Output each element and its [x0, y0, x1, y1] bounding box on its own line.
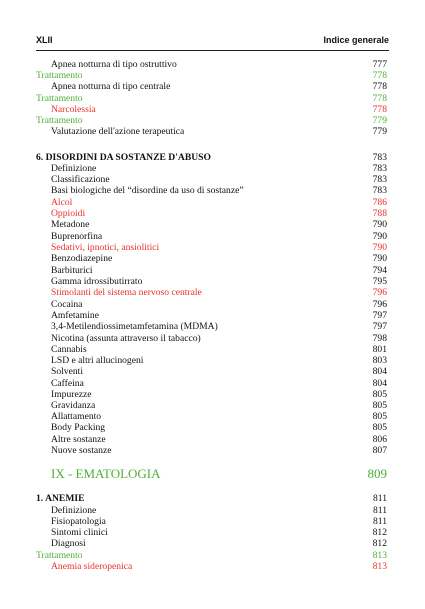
toc-entry-title: 6. DISORDINI DA SOSTANZE D'ABUSO	[36, 152, 211, 163]
toc-entry[interactable]	[0, 366, 425, 378]
toc-entry-page: 790	[372, 231, 387, 242]
toc-entry-page: 806	[372, 434, 387, 445]
toc-entry-title: Basi biologiche del “disordine da uso di sostanze”	[51, 185, 244, 196]
toc-entry-title: Classificazione	[51, 174, 110, 185]
toc-entry-title: LSD e altri allucinogeni	[51, 355, 144, 366]
toc-entry[interactable]	[0, 126, 425, 138]
toc-entry-title: Nuove sostanze	[51, 445, 112, 456]
toc-entry[interactable]	[0, 81, 425, 93]
toc-entry-page: 783	[372, 163, 387, 174]
toc-entry-title: Definizione	[51, 163, 97, 174]
toc-entry-page: 798	[372, 333, 387, 344]
toc-entry-page: 794	[372, 265, 387, 276]
toc-entry-title: Definizione	[51, 505, 97, 516]
toc-entry-page: 795	[372, 276, 387, 287]
toc-entry-page: 778	[372, 70, 387, 81]
toc-entry-title: Trattamento	[36, 550, 83, 561]
toc-entry-title: Cocaina	[51, 299, 83, 310]
toc-entry-title: Gravidanza	[51, 400, 96, 411]
toc-entry-page: 797	[372, 321, 387, 332]
toc-entry-title: Impurezze	[51, 389, 92, 400]
toc-entry-title: Alcol	[51, 197, 73, 208]
toc-entry-page: 796	[372, 287, 387, 298]
toc-entry-title: Trattamento	[36, 70, 83, 81]
toc-entry-page: 788	[372, 208, 387, 219]
toc-entry-page: 813	[372, 561, 387, 572]
page-number: XLII	[36, 35, 53, 45]
toc-entry-title: Buprenorfina	[51, 231, 103, 242]
toc-entry-page: 805	[372, 400, 387, 411]
toc-entry-title: Gamma idrossibutirrato	[51, 276, 143, 287]
toc-entry-title: Stimolanti del sistema nervoso centrale	[51, 287, 202, 298]
toc-entry[interactable]	[0, 185, 425, 197]
toc-entry-page: 801	[372, 344, 387, 355]
toc-entry-title: Body Packing	[51, 422, 106, 433]
running-title: Indice generale	[323, 35, 389, 45]
toc-section-heading[interactable]	[0, 493, 425, 505]
toc-entry-page: 804	[372, 366, 387, 377]
toc-entry-title: IX - EMATOLOGIA	[51, 466, 161, 481]
toc-entry[interactable]	[0, 561, 425, 573]
toc-entry[interactable]	[0, 219, 425, 231]
toc-entry-title: Valutazione dell'azione terapeutica	[51, 126, 185, 137]
toc-entry-page: 812	[372, 527, 387, 538]
toc-entry-title: Sedativi, ipnotici, ansiolitici	[51, 242, 160, 253]
toc-entry-title: Nicotina (assunta attraverso il tabacco)	[51, 333, 201, 344]
toc-entry-page: 790	[372, 253, 387, 264]
toc-entry[interactable]	[0, 422, 425, 434]
toc-section-heading[interactable]	[0, 466, 425, 482]
toc-entry-title: Oppioidi	[51, 208, 86, 219]
toc-entry[interactable]	[0, 287, 425, 299]
toc-entry-title: Barbiturici	[51, 265, 93, 276]
toc-entry-title: Caffeina	[51, 378, 84, 389]
toc-entry-title: Benzodiazepine	[51, 253, 113, 264]
toc-entry-page: 783	[372, 174, 387, 185]
toc-entry-page: 783	[372, 185, 387, 196]
toc-entry-page: 778	[372, 104, 387, 115]
toc-entry-title: 1. ANEMIE	[36, 493, 85, 504]
toc-entry-page: 783	[372, 152, 387, 163]
toc-entry-title: Anemia sideropenica	[51, 561, 133, 572]
toc-entry-title: Apnea notturna di tipo ostruttivo	[51, 59, 177, 70]
toc-entry-title: Sintomi clinici	[51, 527, 108, 538]
toc-entry-page: 790	[372, 242, 387, 253]
toc-entry-page: 779	[372, 126, 387, 137]
toc-entry-page: 813	[372, 550, 387, 561]
toc-entry-title: Metadone	[51, 219, 90, 230]
toc-entry-title: Narcolessia	[51, 104, 96, 115]
toc-entry-page: 797	[372, 310, 387, 321]
toc-entry-title: Allattamento	[51, 411, 102, 422]
toc-entry-page: 803	[372, 355, 387, 366]
toc-entry-title: 3,4-Metilendiossimetamfetamina (MDMA)	[51, 321, 218, 332]
toc-entry-page: 804	[372, 378, 387, 389]
toc-entry-title: Amfetamine	[51, 310, 99, 321]
toc-entry-page: 805	[372, 411, 387, 422]
toc-entry-page: 777	[372, 59, 387, 70]
toc-entry-page: 778	[372, 93, 387, 104]
toc-entry-page: 779	[372, 115, 387, 126]
toc-entry-title: Trattamento	[36, 115, 83, 126]
toc-entry-page: 790	[372, 219, 387, 230]
toc-entry-page: 807	[372, 445, 387, 456]
toc-entry-title: Trattamento	[36, 93, 83, 104]
toc-entry-title: Solventi	[51, 366, 83, 377]
toc-entry-page: 812	[372, 538, 387, 549]
toc-entry[interactable]	[0, 321, 425, 333]
toc-entry-page: 778	[372, 81, 387, 92]
toc-entry[interactable]	[0, 445, 425, 457]
toc-entry-page: 805	[372, 389, 387, 400]
toc-entry-page: 811	[372, 516, 387, 527]
toc-entry-title: Fisiopatologia	[51, 516, 106, 527]
toc-entry-title: Altre sostanze	[51, 434, 106, 445]
toc-entry-page: 796	[372, 299, 387, 310]
toc-entry-page: 805	[372, 422, 387, 433]
toc-entry-title: Apnea notturna di tipo centrale	[51, 81, 171, 92]
toc-entry-page: 811	[372, 505, 387, 516]
toc-entry-page: 811	[372, 493, 387, 504]
toc-entry-page: 809	[367, 466, 387, 481]
toc-entry-page: 786	[372, 197, 387, 208]
toc-entry[interactable]	[0, 538, 425, 550]
toc-entry[interactable]	[0, 253, 425, 265]
toc-entry-title: Cannabis	[51, 344, 87, 355]
toc-entry-title: Diagnosi	[51, 538, 86, 549]
